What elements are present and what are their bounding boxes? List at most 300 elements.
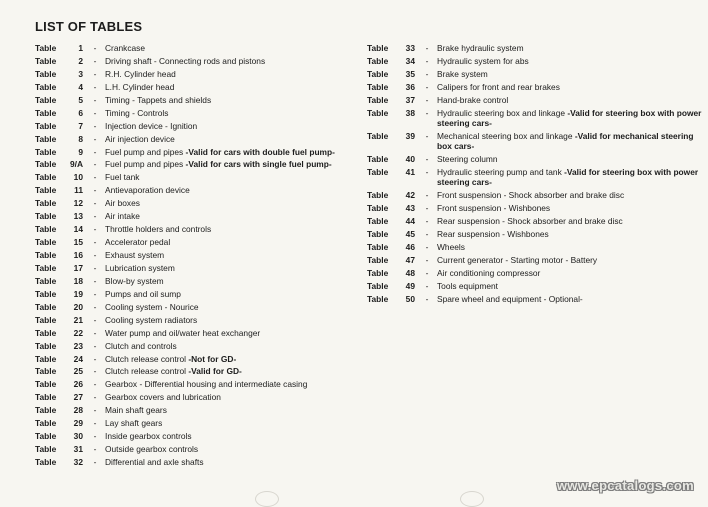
separator-dash: - [93,172,97,183]
table-entry [367,281,702,291]
table-number: 14 [73,224,83,235]
separator-dash: - [93,185,97,196]
table-description [105,198,355,208]
separator-dash: - [425,108,429,118]
description-text: Crankcase [105,43,146,53]
separator-dash: - [93,224,97,235]
table-entry [35,211,355,221]
table-entry [35,237,355,247]
table-description [437,69,702,79]
separator-dash: - [93,198,97,209]
validity-note: -Valid for cars with single fuel pump- [185,159,332,170]
separator-dash: - [93,94,97,105]
table-label: Table [35,262,57,273]
table-number: 40 [405,154,415,164]
separator-dash: - [93,146,97,157]
table-description [437,281,702,291]
table-number: 2 [78,55,83,66]
description-text: Antievaporation device [105,185,190,196]
separator-dash: - [93,107,97,118]
description-text: Hydraulic steering pump and tank [437,167,565,177]
table-label: Table [35,55,57,66]
table-entry [367,216,702,226]
table-entry [35,418,355,428]
separator-dash: - [425,203,429,213]
table-entry [35,328,355,338]
separator-dash: - [425,255,429,265]
table-label: Table [35,185,57,196]
table-label: Table [367,294,389,304]
table-entry [367,69,702,79]
description-text: Pumps and oil sump [105,288,181,299]
description-text: Clutch release control [105,366,189,377]
separator-dash: - [93,418,97,429]
table-description [437,108,702,128]
table-entry [35,198,355,208]
separator-dash: - [93,353,97,364]
separator-dash: - [425,242,429,252]
table-description [105,108,355,118]
table-entry [367,154,702,164]
table-entry [35,134,355,144]
watermark: www.epcatalogs.com [556,478,694,493]
description-text: Wheels [437,242,465,252]
table-number: 32 [73,457,83,467]
description-text: Current generator - Starting motor - Battery [437,255,598,265]
table-number: 50 [405,294,415,304]
separator-dash: - [93,340,97,351]
description-text: Fuel pump and pipes [105,146,186,157]
table-label: Table [367,268,389,278]
table-label: Table [35,94,57,105]
table-description [105,224,355,234]
table-number: 9/A [69,159,83,170]
tables-column-left [35,43,355,470]
separator-dash: - [93,159,97,170]
validity-note: -Not for GD- [188,353,237,364]
table-description [105,276,355,286]
table-description [437,131,702,151]
description-text: Air conditioning compressor [437,268,541,278]
table-entry [35,159,355,169]
table-number: 37 [405,95,415,105]
description-text: Fuel tank [105,172,140,183]
table-entry [367,95,702,105]
separator-dash: - [93,81,97,92]
table-entry [367,82,702,92]
separator-dash: - [93,379,97,390]
table-description [105,457,355,467]
table-number: 12 [73,198,83,209]
table-label: Table [35,379,57,390]
table-label: Table [35,81,57,92]
table-entry [35,366,355,376]
table-number: 35 [405,69,415,79]
table-label: Table [35,366,57,377]
description-text: Injection device - Ignition [105,120,198,131]
table-description [105,159,355,169]
table-entry [35,224,355,234]
table-entry [35,341,355,351]
table-number: 15 [73,237,83,248]
table-description [105,147,355,157]
table-label: Table [367,216,389,226]
description-text: Rear suspension - Shock absorber and brake disc [437,216,623,226]
description-text: Calipers for front and rear brakes [437,82,560,92]
description-text: Hydraulic system for abs [437,56,529,66]
table-description [105,405,355,415]
binder-hole [460,491,484,507]
description-text: Front suspension - Shock absorber and brake disc [437,190,625,200]
table-number: 43 [405,203,415,213]
separator-dash: - [425,216,429,226]
table-entry [367,294,702,304]
table-entry [35,315,355,325]
description-text: Gearbox covers and lubrication [105,392,221,403]
separator-dash: - [93,301,97,312]
table-entry [35,289,355,299]
table-number: 8 [78,133,83,144]
table-entry [35,250,355,260]
table-entry [367,56,702,66]
table-entry [367,268,702,278]
table-description [105,250,355,260]
description-text: Accelerator pedal [105,237,171,248]
table-label: Table [367,255,389,265]
table-entry [367,203,702,213]
table-label: Table [35,211,57,222]
separator-dash: - [93,43,97,53]
table-entry [35,56,355,66]
table-label: Table [35,133,57,144]
table-description [437,229,702,239]
separator-dash: - [93,133,97,144]
table-description [105,431,355,441]
description-text: Air boxes [105,198,140,209]
validity-note: -Valid for mechanical steering box cars- [437,131,694,151]
table-description [105,302,355,312]
table-number: 10 [73,172,83,183]
table-entry [35,354,355,364]
table-label: Table [367,229,389,239]
description-text: Tools equipment [437,281,498,291]
table-label: Table [367,190,389,200]
table-label: Table [367,95,389,105]
description-text: Exhaust system [105,250,165,260]
table-description [105,172,355,182]
description-text: Driving shaft - Connecting rods and pistons [105,55,266,66]
description-text: Cooling system - Nourice [105,301,199,312]
table-label: Table [35,431,57,442]
description-text: Inside gearbox controls [105,431,192,442]
table-description [105,121,355,131]
table-number: 47 [405,255,415,265]
separator-dash: - [425,69,429,79]
description-text: Lay shaft gears [105,418,163,429]
separator-dash: - [93,262,97,273]
table-entry [35,43,355,53]
separator-dash: - [93,68,97,79]
description-text: L.H. Cylinder head [105,81,175,92]
table-entry [35,263,355,273]
table-number: 1 [78,43,83,53]
table-label: Table [35,159,57,170]
table-number: 48 [405,268,415,278]
table-description [105,263,355,273]
table-label: Table [367,167,389,177]
table-description [437,56,702,66]
validity-note: -Valid for steering box with power steering cars- [437,108,702,128]
validity-note: -Valid for steering box with power steering cars- [437,167,699,187]
description-text: Lubrication system [105,262,175,273]
table-number: 25 [73,366,83,377]
table-description [105,289,355,299]
table-label: Table [35,107,57,118]
table-entry [35,457,355,467]
description-text: Gearbox - Differential housing and intermediate casing [105,379,308,390]
separator-dash: - [93,327,97,338]
table-number: 9 [78,146,83,157]
table-number: 31 [73,444,83,455]
table-label: Table [35,327,57,338]
separator-dash: - [425,82,429,92]
table-number: 6 [78,107,83,118]
separator-dash: - [93,288,97,299]
table-label: Table [35,392,57,403]
table-entry [367,43,702,53]
table-number: 46 [405,242,415,252]
separator-dash: - [93,250,97,260]
table-label: Table [367,242,389,252]
table-entry [35,185,355,195]
description-text: Air injection device [105,133,175,144]
table-number: 19 [73,288,83,299]
table-number: 34 [405,56,415,66]
table-number: 45 [405,229,415,239]
table-description [105,56,355,66]
separator-dash: - [93,392,97,403]
validity-note: -Valid for cars with double fuel pump- [185,146,335,157]
table-label: Table [367,56,389,66]
description-text: Throttle holders and controls [105,224,212,235]
table-number: 38 [405,108,415,118]
description-text: Front suspension - Wishbones [437,203,551,213]
table-number: 33 [405,43,415,53]
table-label: Table [35,237,57,248]
table-number: 29 [73,418,83,429]
table-label: Table [367,82,389,92]
table-entry [367,190,702,200]
table-description [437,294,702,304]
table-description [105,43,355,53]
description-text: Air intake [105,211,140,222]
table-entry [35,276,355,286]
table-label: Table [35,275,57,286]
description-text: R.H. Cylinder head [105,68,176,79]
separator-dash: - [93,211,97,222]
table-number: 22 [73,327,83,338]
table-number: 18 [73,275,83,286]
table-number: 11 [74,185,83,196]
tables-column-right [367,43,702,307]
description-text: Rear suspension - Wishbones [437,229,549,239]
table-entry [367,167,702,187]
table-description [437,190,702,200]
table-entry [35,69,355,79]
description-text: Outside gearbox controls [105,444,199,455]
table-label: Table [367,154,389,164]
table-label: Table [35,340,57,351]
table-number: 21 [73,314,83,325]
table-description [105,69,355,79]
table-description [105,354,355,364]
table-description [105,211,355,221]
table-label: Table [35,250,57,260]
table-number: 44 [405,216,415,226]
table-entry [35,121,355,131]
table-number: 23 [73,340,83,351]
table-entry [35,405,355,415]
separator-dash: - [425,190,429,200]
table-label: Table [35,172,57,183]
table-number: 13 [73,211,83,222]
table-entry [35,444,355,454]
description-text: Cooling system radiators [105,314,198,325]
table-label: Table [35,288,57,299]
table-label: Table [35,68,57,79]
table-number: 4 [78,81,83,92]
table-number: 20 [73,301,83,312]
table-entry [35,108,355,118]
table-label: Table [35,457,57,467]
table-label: Table [35,146,57,157]
table-label: Table [35,43,57,53]
table-number: 17 [73,262,83,273]
table-number: 28 [73,405,83,416]
table-number: 30 [73,431,83,442]
table-description [105,366,355,376]
table-number: 27 [73,392,83,403]
table-entry [367,108,702,128]
binder-hole [255,491,279,507]
table-number: 39 [405,131,415,141]
separator-dash: - [93,120,97,131]
table-label: Table [35,444,57,455]
description-text: Fuel pump and pipes [105,159,186,170]
description-text: Brake system [437,69,488,79]
separator-dash: - [425,294,429,304]
table-entry [35,392,355,402]
table-entry [35,302,355,312]
table-number: 3 [78,68,83,79]
table-number: 36 [405,82,415,92]
table-number: 26 [73,379,83,390]
separator-dash: - [93,366,97,377]
table-entry [35,431,355,441]
table-label: Table [35,405,57,416]
description-text: Clutch and controls [105,340,177,351]
separator-dash: - [425,281,429,291]
description-text: Brake hydraulic system [437,43,524,53]
separator-dash: - [425,56,429,66]
table-label: Table [35,224,57,235]
table-description [105,134,355,144]
table-label: Table [35,198,57,209]
description-text: Hand-brake control [437,95,509,105]
table-description [105,444,355,454]
table-description [437,203,702,213]
table-description [437,154,702,164]
table-number: 7 [78,120,83,131]
table-entry [35,95,355,105]
table-description [105,95,355,105]
table-label: Table [367,69,389,79]
table-description [105,328,355,338]
table-description [105,418,355,428]
table-number: 24 [73,353,83,364]
table-description [105,237,355,247]
description-text: Spare wheel and equipment - Optional- [437,294,583,304]
table-label: Table [35,301,57,312]
table-entry [367,242,702,252]
table-description [437,82,702,92]
separator-dash: - [425,154,429,164]
description-text: Hydraulic steering box and linkage [437,108,568,118]
separator-dash: - [93,314,97,325]
table-label: Table [367,281,389,291]
description-text: Water pump and oil/water heat exchanger [105,327,261,338]
description-text: Main shaft gears [105,405,167,416]
table-label: Table [35,120,57,131]
separator-dash: - [93,457,97,467]
validity-note: -Valid for GD- [188,366,242,377]
table-description [437,167,702,187]
table-entry [35,172,355,182]
separator-dash: - [93,237,97,248]
table-entry [367,131,702,151]
table-description [437,43,702,53]
table-number: 5 [78,94,83,105]
description-text: Timing - Tappets and shields [105,94,212,105]
table-label: Table [35,418,57,429]
table-description [105,315,355,325]
separator-dash: - [93,275,97,286]
table-entry [35,147,355,157]
table-label: Table [367,43,389,53]
separator-dash: - [425,167,429,177]
separator-dash: - [93,444,97,455]
separator-dash: - [425,268,429,278]
table-number: 41 [405,167,415,177]
table-description [437,242,702,252]
separator-dash: - [93,431,97,442]
table-description [105,392,355,402]
separator-dash: - [425,95,429,105]
description-text: Differential and axle shafts [105,457,204,467]
description-text: Mechanical steering box and linkage [437,131,575,141]
table-entry [35,82,355,92]
separator-dash: - [93,405,97,416]
separator-dash: - [425,131,429,141]
table-label: Table [35,314,57,325]
table-description [105,185,355,195]
separator-dash: - [425,229,429,239]
table-description [437,255,702,265]
table-description [105,379,355,389]
table-label: Table [367,203,389,213]
table-label: Table [367,131,389,141]
table-entry [35,379,355,389]
